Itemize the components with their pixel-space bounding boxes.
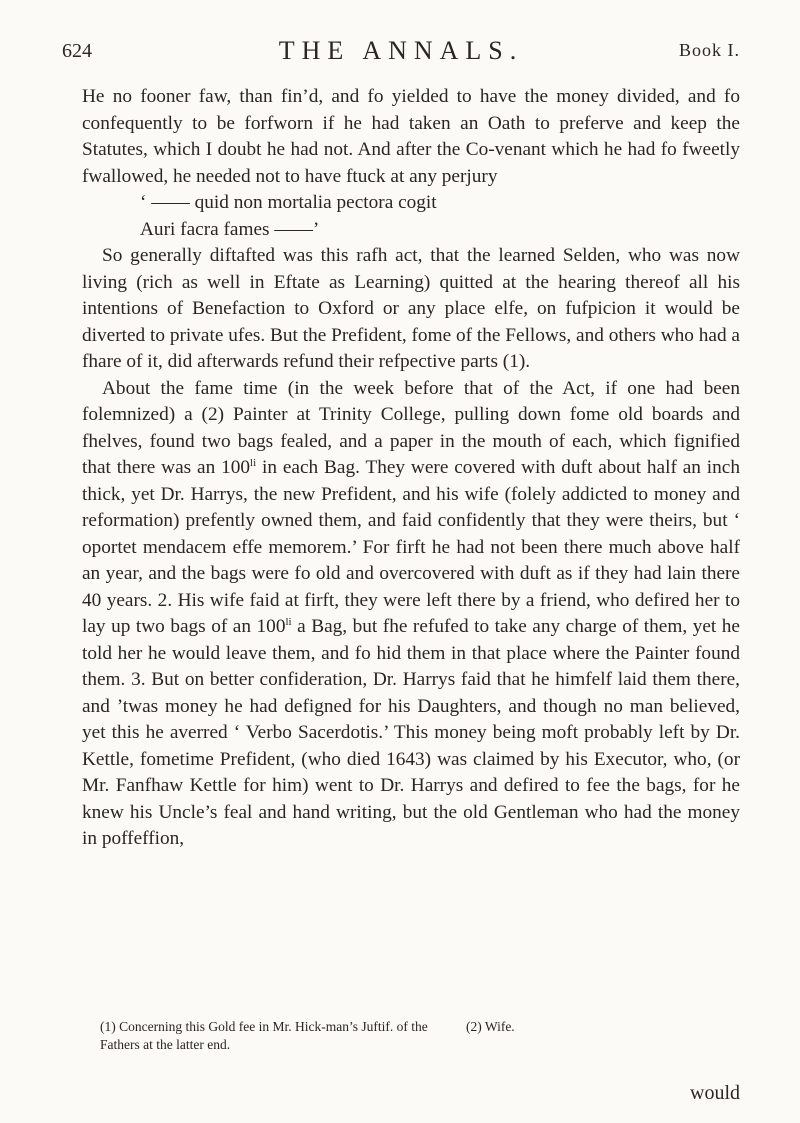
pound-superscript-2: li <box>285 616 292 628</box>
paragraph-3-text-a: About the fame time (in the week before that of the Act, if one had been folemnized) a ( <box>82 377 740 425</box>
paragraph-3-text-b: ) Painter at Trinity College, pulling down fome old boards and fhelves, found two bags fealed, and a paper in the mouth of each, which fignified that there was an 100 <box>82 404 740 478</box>
running-title: THE ANNALS. <box>278 36 524 65</box>
paragraph-2-text-a: So generally diftafted was this rafh act, that the learned Selden, who was now living (rich as well in Eftate as Learning) quitted at the hearing thereof all his intentions of Benefaction to Oxford or any place elfe, on fufpicion it would be diverted to private ufes. But the Prefident, fome of the Fellows, and others who had a fhare of it, did afterwards refund their refpective parts ( <box>82 245 740 372</box>
pound-superscript-1: li <box>250 457 257 469</box>
body-text <box>82 84 740 853</box>
verse-line-1: ‘ —— quid non mortalia pectora cogit <box>140 192 437 213</box>
paragraph-3 <box>82 376 740 853</box>
paragraph-2-text-b: ). <box>518 351 531 372</box>
footnote-ref-2: 2 <box>207 404 218 425</box>
paragraph-2 <box>82 243 740 376</box>
paragraph-3-text-c: in each Bag. They were covered with duft about half an inch thick, yet Dr. Harrys, the new Prefident, and his wife (folely addicted to money and reformation) prefently owned them, and faid confidently that they were theirs, but ‘ oportet mendacem effe memorem.’ For firft he had not been there much above half an year, and the bags were fo old and overcovered with duft as if they had lain there 40 years. 2. His wife faid at firft, they were left there by a friend, who defired her to lay up two bags of an 100 <box>82 457 740 637</box>
page-header <box>62 36 740 80</box>
footnote-ref-1: 1 <box>509 351 519 372</box>
paragraph-3-text-d: a Bag, but fhe refufed to take any charge of them, yet he told her he would leave them, and fo hid them in that place where the Painter found them. 3. But on better confideration, Dr. Harrys faid that he himfelf laid them there, and ’twas money he had defigned for his Daughters, and though no man believed, yet this he averred ‘ Verbo Sacerdotis.’ This money being moft probably left by Dr. Kettle, fometime Prefident, (who died 1643) was claimed by his Executor, who, (or Mr. Fanfhaw Kettle for him) went to Dr. Harrys and defired to fee the bags, for he knew his Uncle’s feal and hand writing, but the old Gentleman who had the money in poffeffion, <box>82 616 740 849</box>
verse-quote <box>82 190 740 243</box>
footnote-2: (2) Wife. <box>466 1019 515 1034</box>
footnote-1: (1) Concerning this Gold fee in Mr. Hick-man’s Juftif. of the Fathers at the latter end. <box>100 1019 428 1052</box>
paragraph-1: He no fooner faw, than fin’d, and fo yielded to have the money divided, and fo confequently to be forfworn if he had taken an Oath to preferve and keep the Statutes, which I doubt he had not. And after the Co-venant which he had fo fweetly fwallowed, he needed not to have ftuck at any perjury <box>82 86 740 187</box>
page-number: 624 <box>62 40 92 62</box>
book-indicator: Book I. <box>679 40 740 60</box>
verse-line-2: Auri facra fames ——’ <box>140 218 320 240</box>
footnotes <box>100 1018 740 1054</box>
catchword: would <box>690 1082 740 1104</box>
